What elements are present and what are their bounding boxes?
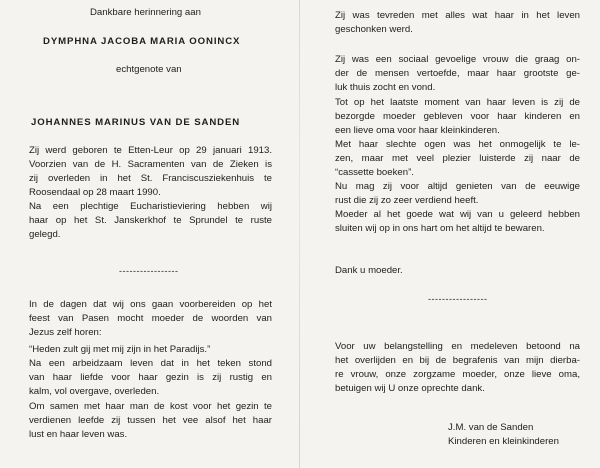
closing-line: lust en haar leven was. <box>29 429 128 440</box>
gratitude-line: betuigen wij U onze oprechte dank. <box>335 383 485 394</box>
life-paragraph <box>29 357 272 399</box>
eyes-line: “cassette boeken”. <box>335 167 414 178</box>
gratitude-paragraph <box>335 340 580 396</box>
gratitude-line: het overlijden en bij de begrafenis van mijn dierba- <box>335 355 580 366</box>
bio-line: zij overleden in het St. Franciscusziekenhuis te <box>29 173 272 184</box>
funeral-paragraph <box>29 200 272 242</box>
mother-line: bezorgde moeder gebleven voor haar kinderen en <box>335 111 580 122</box>
bio-line: Voorzien van de H. Sacramenten van de Zieken is <box>29 159 272 170</box>
thanks-text: Dank u moeder. <box>335 265 403 276</box>
spouse-name: JOHANNES MARINUS VAN DE SANDEN <box>31 117 241 128</box>
spouse-intro: echtgenote van <box>116 64 182 75</box>
funeral-line: gelegd. <box>29 229 61 240</box>
heart-paragraph <box>335 208 580 236</box>
rest-line: Nu mag zij voor altijd genieten van de eeuwige <box>335 181 580 192</box>
separator: ----------------- <box>119 266 179 276</box>
easter-line: In de dagen dat wij ons gaan voorbereiden op het <box>29 299 272 310</box>
closing-paragraph <box>29 400 272 442</box>
bio-line: Zij werd geboren te Etten-Leur op 29 januari 1913. <box>29 145 272 156</box>
easter-line: Jezus zelf horen: <box>29 327 102 338</box>
closing-line: Om samen met haar man de kost voor het gezin te <box>29 401 272 412</box>
gratitude-line: Voor uw belangstelling en medeleven betoond na <box>335 341 580 352</box>
social-line: luk thuis zocht en vond. <box>335 82 436 93</box>
bio-paragraph <box>29 144 272 200</box>
signature-name: J.M. van de Sanden <box>448 422 534 433</box>
intro-text: Dankbare herinnering aan <box>90 7 201 18</box>
life-line: kalm, vol overgave, overleden. <box>29 386 160 397</box>
closing-line: verdienen leefde zij tussen het vee alsof het haar <box>29 415 272 426</box>
funeral-line: haar op het St. Janskerkhof te Sprundel te ruste <box>29 215 272 226</box>
funeral-line: Na een plechtige Eucharistieviering hebben wij <box>29 201 272 212</box>
gratitude-line: re vrouw, onze zorgzame moeder, onze lieve oma, <box>335 369 580 380</box>
card-fold <box>299 0 300 468</box>
rest-line: rust die zij zo zeer verdiend heeft. <box>335 195 479 206</box>
mother-paragraph <box>335 96 580 138</box>
social-line: der de mensen vertoefde, maar haar grootste ge- <box>335 68 580 79</box>
life-line: van haar liefde voor haar gezin is zij rustig en <box>29 372 272 383</box>
content-paragraph <box>335 9 580 37</box>
mother-line: een lieve oma voor haar kleinkinderen. <box>335 125 500 136</box>
deceased-name: DYMPHNA JACOBA MARIA OONINCX <box>43 36 241 47</box>
bio-line: Roosendaal op 28 maart 1990. <box>29 187 161 198</box>
social-line: Zij was een sociaal gevoelige vrouw die graag on- <box>335 54 580 65</box>
mother-line: Tot op het laatste moment van haar leven is zij de <box>335 97 580 108</box>
easter-line: feest van Pasen mocht moeder de woorden van <box>29 313 272 324</box>
easter-paragraph <box>29 298 272 340</box>
eyes-line: zen, maar met veel plezier luisterde zij naar de <box>335 153 580 164</box>
heart-line: Moeder al het goede wat wij van u geleerd hebben <box>335 209 580 220</box>
signature-family: Kinderen en kleinkinderen <box>448 436 559 447</box>
content-line: Zij was tevreden met alles wat haar in het leven <box>335 10 580 21</box>
separator: ----------------- <box>428 294 488 304</box>
eyes-paragraph <box>335 138 580 180</box>
social-paragraph <box>335 53 580 95</box>
eyes-line: Met haar slechte ogen was het onmogelijk te le- <box>335 139 580 150</box>
quote-text: “Heden zult gij met mij zijn in het Paradijs.” <box>29 344 211 355</box>
content-line: geschonken werd. <box>335 24 413 35</box>
life-line: Na een arbeidzaam leven dat in het teken stond <box>29 358 272 369</box>
rest-paragraph <box>335 180 580 208</box>
heart-line: sluiten wij op in ons hart om het altijd te bewaren. <box>335 223 545 234</box>
